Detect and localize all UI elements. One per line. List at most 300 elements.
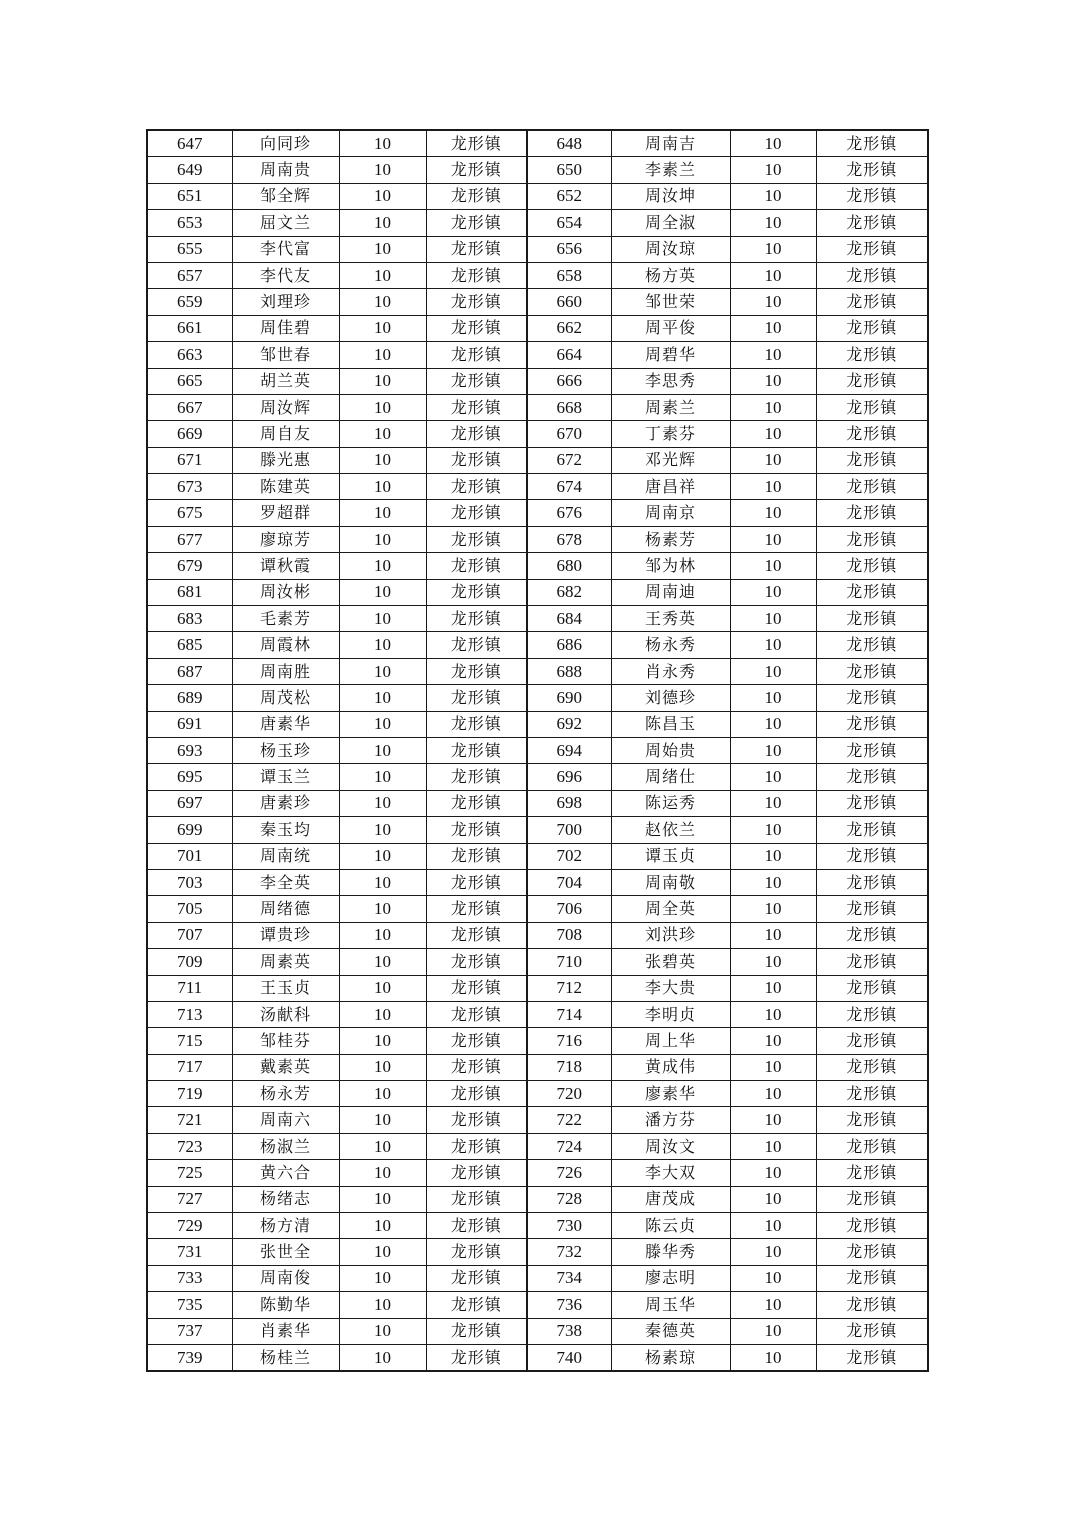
right-name-cell: 陈昌玉 [611,711,730,737]
right-town-cell: 龙形镇 [816,1001,928,1027]
left-amount-cell: 10 [339,632,426,658]
right-name-cell: 杨素芳 [611,526,730,552]
right-name-cell: 陈运秀 [611,790,730,816]
right-town-cell: 龙形镇 [816,1160,928,1186]
left-name-cell: 周自友 [232,421,339,447]
left-amount-cell: 10 [339,236,426,262]
left-name-cell: 胡兰英 [232,368,339,394]
right-town-cell: 龙形镇 [816,1107,928,1133]
table-row [147,157,928,183]
right-name-cell: 廖素华 [611,1081,730,1107]
table-row [147,790,928,816]
left-number-cell: 721 [147,1107,232,1133]
left-number-cell: 701 [147,843,232,869]
left-name-cell: 杨桂兰 [232,1344,339,1371]
right-number-cell: 652 [527,183,611,209]
left-number-cell: 725 [147,1160,232,1186]
right-town-cell: 龙形镇 [816,1186,928,1212]
table-row [147,975,928,1001]
right-amount-cell: 10 [730,1133,816,1159]
right-name-cell: 张碧英 [611,949,730,975]
right-number-cell: 708 [527,922,611,948]
left-number-cell: 677 [147,526,232,552]
table-row [147,606,928,632]
left-town-cell: 龙形镇 [426,1265,527,1291]
left-amount-cell: 10 [339,526,426,552]
left-name-cell: 滕光惠 [232,447,339,473]
right-number-cell: 648 [527,130,611,157]
right-amount-cell: 10 [730,1186,816,1212]
left-number-cell: 663 [147,342,232,368]
right-number-cell: 740 [527,1344,611,1371]
right-number-cell: 704 [527,869,611,895]
left-town-cell: 龙形镇 [426,553,527,579]
left-name-cell: 李代富 [232,236,339,262]
right-name-cell: 周南吉 [611,130,730,157]
right-amount-cell: 10 [730,421,816,447]
left-amount-cell: 10 [339,500,426,526]
left-amount-cell: 10 [339,1213,426,1239]
left-town-cell: 龙形镇 [426,975,527,1001]
right-amount-cell: 10 [730,553,816,579]
right-town-cell: 龙形镇 [816,579,928,605]
left-name-cell: 邹全辉 [232,183,339,209]
right-town-cell: 龙形镇 [816,658,928,684]
right-name-cell: 谭玉贞 [611,843,730,869]
right-number-cell: 712 [527,975,611,1001]
left-town-cell: 龙形镇 [426,685,527,711]
left-town-cell: 龙形镇 [426,394,527,420]
left-town-cell: 龙形镇 [426,896,527,922]
right-town-cell: 龙形镇 [816,474,928,500]
left-number-cell: 649 [147,157,232,183]
table-row [147,130,928,157]
right-number-cell: 720 [527,1081,611,1107]
left-town-cell: 龙形镇 [426,210,527,236]
right-number-cell: 710 [527,949,611,975]
left-amount-cell: 10 [339,1001,426,1027]
left-number-cell: 727 [147,1186,232,1212]
right-number-cell: 736 [527,1292,611,1318]
right-number-cell: 668 [527,394,611,420]
right-number-cell: 726 [527,1160,611,1186]
left-amount-cell: 10 [339,869,426,895]
right-amount-cell: 10 [730,368,816,394]
right-name-cell: 王秀英 [611,606,730,632]
right-name-cell: 肖永秀 [611,658,730,684]
left-name-cell: 戴素英 [232,1054,339,1080]
right-town-cell: 龙形镇 [816,1265,928,1291]
left-amount-cell: 10 [339,896,426,922]
left-number-cell: 685 [147,632,232,658]
right-name-cell: 秦德英 [611,1318,730,1344]
left-town-cell: 龙形镇 [426,606,527,632]
left-town-cell: 龙形镇 [426,949,527,975]
left-amount-cell: 10 [339,1081,426,1107]
right-number-cell: 734 [527,1265,611,1291]
left-town-cell: 龙形镇 [426,922,527,948]
left-number-cell: 661 [147,315,232,341]
right-name-cell: 周绪仕 [611,764,730,790]
right-town-cell: 龙形镇 [816,421,928,447]
right-number-cell: 716 [527,1028,611,1054]
right-name-cell: 周南京 [611,500,730,526]
left-name-cell: 张世全 [232,1239,339,1265]
left-name-cell: 周南贵 [232,157,339,183]
right-name-cell: 周汝坤 [611,183,730,209]
right-amount-cell: 10 [730,1239,816,1265]
left-town-cell: 龙形镇 [426,342,527,368]
left-town-cell: 龙形镇 [426,289,527,315]
left-town-cell: 龙形镇 [426,1107,527,1133]
right-amount-cell: 10 [730,157,816,183]
right-amount-cell: 10 [730,1054,816,1080]
right-name-cell: 周南敬 [611,869,730,895]
right-amount-cell: 10 [730,262,816,288]
left-number-cell: 667 [147,394,232,420]
right-amount-cell: 10 [730,975,816,1001]
left-town-cell: 龙形镇 [426,1239,527,1265]
left-town-cell: 龙形镇 [426,447,527,473]
left-number-cell: 723 [147,1133,232,1159]
left-amount-cell: 10 [339,1186,426,1212]
right-amount-cell: 10 [730,500,816,526]
right-amount-cell: 10 [730,1265,816,1291]
right-name-cell: 赵依兰 [611,817,730,843]
left-number-cell: 735 [147,1292,232,1318]
right-number-cell: 730 [527,1213,611,1239]
right-amount-cell: 10 [730,315,816,341]
left-amount-cell: 10 [339,315,426,341]
right-name-cell: 周汝琼 [611,236,730,262]
left-number-cell: 691 [147,711,232,737]
right-name-cell: 唐昌祥 [611,474,730,500]
table-row [147,711,928,737]
left-number-cell: 655 [147,236,232,262]
right-number-cell: 682 [527,579,611,605]
left-amount-cell: 10 [339,1239,426,1265]
right-town-cell: 龙形镇 [816,685,928,711]
right-town-cell: 龙形镇 [816,843,928,869]
left-town-cell: 龙形镇 [426,1028,527,1054]
table-row [147,368,928,394]
right-name-cell: 杨方英 [611,262,730,288]
right-number-cell: 672 [527,447,611,473]
left-town-cell: 龙形镇 [426,1292,527,1318]
right-amount-cell: 10 [730,210,816,236]
left-amount-cell: 10 [339,1344,426,1371]
left-amount-cell: 10 [339,1160,426,1186]
left-number-cell: 695 [147,764,232,790]
left-town-cell: 龙形镇 [426,315,527,341]
right-amount-cell: 10 [730,949,816,975]
right-name-cell: 李大贵 [611,975,730,1001]
left-amount-cell: 10 [339,289,426,315]
left-town-cell: 龙形镇 [426,843,527,869]
left-town-cell: 龙形镇 [426,1344,527,1371]
left-name-cell: 秦玉均 [232,817,339,843]
right-name-cell: 刘洪珍 [611,922,730,948]
right-number-cell: 724 [527,1133,611,1159]
left-town-cell: 龙形镇 [426,1186,527,1212]
right-name-cell: 周始贵 [611,737,730,763]
left-amount-cell: 10 [339,949,426,975]
right-name-cell: 邹为林 [611,553,730,579]
right-amount-cell: 10 [730,474,816,500]
left-town-cell: 龙形镇 [426,183,527,209]
right-amount-cell: 10 [730,130,816,157]
table-row [147,632,928,658]
left-name-cell: 屈文兰 [232,210,339,236]
left-amount-cell: 10 [339,421,426,447]
left-amount-cell: 10 [339,1265,426,1291]
left-town-cell: 龙形镇 [426,500,527,526]
table-row [147,1265,928,1291]
right-town-cell: 龙形镇 [816,896,928,922]
left-amount-cell: 10 [339,1292,426,1318]
left-name-cell: 黄六合 [232,1160,339,1186]
right-name-cell: 李明贞 [611,1001,730,1027]
right-number-cell: 684 [527,606,611,632]
roster-body [147,130,928,1371]
right-amount-cell: 10 [730,289,816,315]
left-name-cell: 周绪德 [232,896,339,922]
right-town-cell: 龙形镇 [816,737,928,763]
left-town-cell: 龙形镇 [426,1213,527,1239]
left-town-cell: 龙形镇 [426,817,527,843]
left-number-cell: 687 [147,658,232,684]
right-amount-cell: 10 [730,183,816,209]
table-row [147,342,928,368]
left-town-cell: 龙形镇 [426,130,527,157]
right-amount-cell: 10 [730,1160,816,1186]
right-number-cell: 718 [527,1054,611,1080]
table-row [147,737,928,763]
left-amount-cell: 10 [339,157,426,183]
right-name-cell: 周平俊 [611,315,730,341]
right-number-cell: 696 [527,764,611,790]
table-row [147,421,928,447]
right-town-cell: 龙形镇 [816,949,928,975]
right-number-cell: 690 [527,685,611,711]
left-amount-cell: 10 [339,579,426,605]
right-name-cell: 廖志明 [611,1265,730,1291]
table-row [147,817,928,843]
right-town-cell: 龙形镇 [816,368,928,394]
table-row [147,1160,928,1186]
left-town-cell: 龙形镇 [426,421,527,447]
left-amount-cell: 10 [339,447,426,473]
left-number-cell: 731 [147,1239,232,1265]
right-amount-cell: 10 [730,606,816,632]
left-name-cell: 邹桂芬 [232,1028,339,1054]
right-town-cell: 龙形镇 [816,632,928,658]
left-name-cell: 周南俊 [232,1265,339,1291]
right-number-cell: 686 [527,632,611,658]
right-name-cell: 潘方芬 [611,1107,730,1133]
right-town-cell: 龙形镇 [816,526,928,552]
left-number-cell: 647 [147,130,232,157]
table-row [147,183,928,209]
left-number-cell: 709 [147,949,232,975]
right-name-cell: 周全淑 [611,210,730,236]
right-number-cell: 654 [527,210,611,236]
right-number-cell: 678 [527,526,611,552]
left-town-cell: 龙形镇 [426,1001,527,1027]
right-name-cell: 邓光辉 [611,447,730,473]
table-row [147,843,928,869]
table-row [147,896,928,922]
right-number-cell: 650 [527,157,611,183]
right-amount-cell: 10 [730,1292,816,1318]
right-amount-cell: 10 [730,658,816,684]
left-town-cell: 龙形镇 [426,658,527,684]
right-town-cell: 龙形镇 [816,236,928,262]
left-name-cell: 廖琼芳 [232,526,339,552]
left-number-cell: 729 [147,1213,232,1239]
table-row [147,553,928,579]
right-name-cell: 滕华秀 [611,1239,730,1265]
right-number-cell: 702 [527,843,611,869]
left-town-cell: 龙形镇 [426,262,527,288]
left-town-cell: 龙形镇 [426,711,527,737]
left-amount-cell: 10 [339,1107,426,1133]
right-amount-cell: 10 [730,579,816,605]
right-amount-cell: 10 [730,526,816,552]
left-number-cell: 675 [147,500,232,526]
right-number-cell: 728 [527,1186,611,1212]
table-row [147,1239,928,1265]
left-name-cell: 肖素华 [232,1318,339,1344]
table-row [147,949,928,975]
right-town-cell: 龙形镇 [816,183,928,209]
right-amount-cell: 10 [730,869,816,895]
right-town-cell: 龙形镇 [816,817,928,843]
table-row [147,447,928,473]
left-number-cell: 669 [147,421,232,447]
left-amount-cell: 10 [339,1028,426,1054]
left-amount-cell: 10 [339,922,426,948]
right-amount-cell: 10 [730,1107,816,1133]
left-amount-cell: 10 [339,843,426,869]
right-town-cell: 龙形镇 [816,342,928,368]
right-name-cell: 黄成伟 [611,1054,730,1080]
right-town-cell: 龙形镇 [816,606,928,632]
left-number-cell: 697 [147,790,232,816]
left-town-cell: 龙形镇 [426,236,527,262]
right-number-cell: 656 [527,236,611,262]
left-number-cell: 693 [147,737,232,763]
right-town-cell: 龙形镇 [816,1239,928,1265]
left-name-cell: 向同珍 [232,130,339,157]
right-town-cell: 龙形镇 [816,1081,928,1107]
right-amount-cell: 10 [730,394,816,420]
left-name-cell: 周素英 [232,949,339,975]
right-number-cell: 738 [527,1318,611,1344]
right-number-cell: 666 [527,368,611,394]
left-name-cell: 陈勤华 [232,1292,339,1318]
left-amount-cell: 10 [339,711,426,737]
left-name-cell: 谭贵珍 [232,922,339,948]
table-row [147,315,928,341]
right-town-cell: 龙形镇 [816,711,928,737]
table-row [147,1081,928,1107]
right-town-cell: 龙形镇 [816,790,928,816]
left-name-cell: 周佳碧 [232,315,339,341]
right-name-cell: 刘德珍 [611,685,730,711]
right-amount-cell: 10 [730,790,816,816]
left-number-cell: 713 [147,1001,232,1027]
left-amount-cell: 10 [339,1054,426,1080]
left-name-cell: 杨绪志 [232,1186,339,1212]
left-town-cell: 龙形镇 [426,632,527,658]
left-amount-cell: 10 [339,553,426,579]
left-town-cell: 龙形镇 [426,1081,527,1107]
right-town-cell: 龙形镇 [816,922,928,948]
right-amount-cell: 10 [730,737,816,763]
left-town-cell: 龙形镇 [426,790,527,816]
left-number-cell: 699 [147,817,232,843]
table-row [147,1107,928,1133]
right-number-cell: 670 [527,421,611,447]
right-name-cell: 陈云贞 [611,1213,730,1239]
left-town-cell: 龙形镇 [426,1318,527,1344]
right-town-cell: 龙形镇 [816,130,928,157]
left-number-cell: 703 [147,869,232,895]
right-town-cell: 龙形镇 [816,1054,928,1080]
right-town-cell: 龙形镇 [816,1318,928,1344]
right-amount-cell: 10 [730,1081,816,1107]
left-amount-cell: 10 [339,817,426,843]
left-name-cell: 杨玉珍 [232,737,339,763]
right-amount-cell: 10 [730,843,816,869]
right-number-cell: 674 [527,474,611,500]
table-row [147,658,928,684]
table-row [147,685,928,711]
right-amount-cell: 10 [730,896,816,922]
table-row [147,1344,928,1371]
left-name-cell: 邹世春 [232,342,339,368]
left-number-cell: 705 [147,896,232,922]
right-amount-cell: 10 [730,685,816,711]
left-name-cell: 周茂松 [232,685,339,711]
right-town-cell: 龙形镇 [816,210,928,236]
left-number-cell: 733 [147,1265,232,1291]
right-name-cell: 周素兰 [611,394,730,420]
right-number-cell: 658 [527,262,611,288]
left-name-cell: 李全英 [232,869,339,895]
left-town-cell: 龙形镇 [426,474,527,500]
left-name-cell: 周南胜 [232,658,339,684]
right-town-cell: 龙形镇 [816,553,928,579]
right-town-cell: 龙形镇 [816,289,928,315]
table-row [147,394,928,420]
left-amount-cell: 10 [339,975,426,1001]
left-number-cell: 659 [147,289,232,315]
table-row [147,1054,928,1080]
right-amount-cell: 10 [730,1318,816,1344]
left-town-cell: 龙形镇 [426,157,527,183]
left-amount-cell: 10 [339,658,426,684]
left-name-cell: 杨淑兰 [232,1133,339,1159]
right-amount-cell: 10 [730,1213,816,1239]
right-name-cell: 周上华 [611,1028,730,1054]
right-amount-cell: 10 [730,632,816,658]
left-name-cell: 李代友 [232,262,339,288]
left-number-cell: 671 [147,447,232,473]
right-number-cell: 664 [527,342,611,368]
right-town-cell: 龙形镇 [816,1344,928,1371]
